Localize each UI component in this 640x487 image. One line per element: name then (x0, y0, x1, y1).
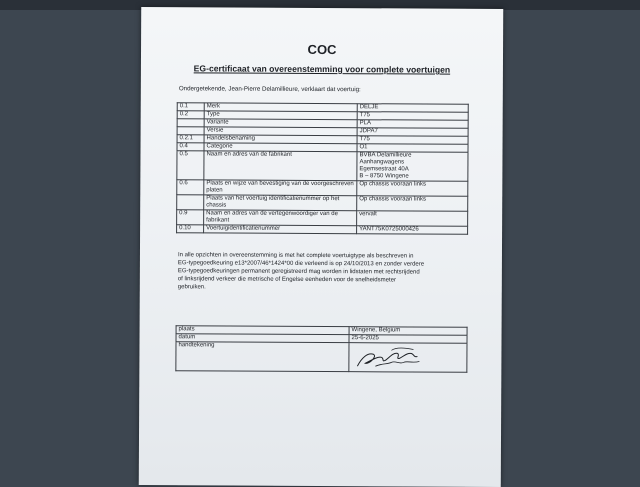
spec-value-line: JDPA7 (359, 128, 378, 135)
spec-label: Plaats van het voertuig identificatienummer op het chassis (204, 195, 357, 211)
coc-document-page (139, 7, 503, 487)
spec-row (177, 225, 468, 235)
spec-row (177, 210, 468, 227)
spec-label: Handelsbenaming (204, 135, 357, 144)
spec-value-line: T75 (359, 136, 370, 143)
spec-value-line: BVBA Delamillieure (359, 152, 412, 159)
spec-code (177, 127, 204, 135)
conformity-paragraph (178, 251, 468, 293)
spec-value-line: PLA (359, 120, 372, 127)
document-title: COC (307, 41, 337, 58)
place-value: Wingene, Belgium (349, 327, 467, 336)
spec-value-line: Egemsestraat 40A (359, 166, 409, 173)
spec-code: 0.5 (177, 151, 204, 180)
spec-value-line: vervalt (359, 211, 377, 218)
date-label: datum (176, 334, 349, 343)
spec-value-line: O1 (359, 144, 368, 151)
spec-code: 0.9 (177, 210, 204, 225)
paragraph-line: In alle opzichten in overeenstemming is met het complete voertuigtype als beschreven in (177, 252, 414, 260)
spec-label: Naam en adres van de vertegenwoordiger van de fabrikant (204, 210, 357, 226)
spec-label: Versie (204, 127, 357, 136)
spec-value (357, 152, 468, 182)
spec-row (177, 151, 468, 182)
handwritten-signature (351, 344, 425, 370)
spec-value-line: T75 (359, 112, 371, 119)
spec-code (177, 119, 204, 127)
signature-table (175, 325, 467, 373)
intro-text: Ondergetekende, Jean-Pierre Delamillieure, verklaart dat voertuig: (178, 85, 361, 94)
place-label: plaats (176, 326, 349, 335)
spec-label: Merk (204, 103, 357, 112)
signature-label: handtekening (176, 342, 349, 372)
spec-value (357, 181, 468, 197)
spec-label: Type (204, 111, 357, 120)
paragraph-line: gebruiken. (177, 284, 206, 291)
signature-cell (349, 343, 467, 373)
spec-label: Categorie (204, 143, 357, 152)
spec-label: Variante (204, 119, 357, 128)
spec-value (357, 211, 468, 227)
spec-code: 0.10 (177, 225, 204, 233)
signature-row-sign (176, 342, 467, 373)
spec-value (357, 226, 468, 235)
paragraph-line: EG-typegoedkeuringen permanent geregistreerd mag worden in lidstaten met rechtsrijdend (177, 268, 420, 276)
spec-code: 0.2.1 (177, 135, 204, 143)
spec-code: 0.1 (177, 103, 204, 111)
date-value: 25-6-2025 (349, 335, 467, 344)
spec-code: 0.4 (177, 143, 204, 151)
spec-label: Naam en adres van de fabrikant (204, 151, 357, 181)
spec-value (357, 104, 468, 113)
spec-code: 0.6 (177, 180, 204, 195)
spec-value-line: Aanhangwagens (359, 159, 405, 166)
spec-value-line: DELJE (359, 104, 379, 111)
spec-label: Voertuigidentificatienummer (204, 225, 357, 234)
spec-value-line: B – 8750 Wingene (359, 173, 409, 180)
spec-value-line: YANT75K0725000426 (359, 226, 419, 233)
paragraph-line: of linksrijdend verkeer die metrische of Engelse eenheden voor de snelheidsmeter (177, 276, 396, 284)
spec-code: 0.2 (177, 111, 204, 119)
spec-row (177, 195, 468, 212)
spec-value (357, 128, 468, 137)
vehicle-spec-table (176, 102, 469, 235)
document-subtitle: EG-certificaat van overeenstemming voor complete voertuigen (193, 63, 451, 75)
spec-row (177, 180, 468, 197)
spec-value (357, 196, 468, 212)
spec-label: Plaats en wijze van bevestiging van de voorgeschreven platen (204, 180, 357, 196)
paragraph-line: EG-typegoedkeuring e13*2007/46*1424*00 die verleend is op 24/10/2013 en zonder verdere (177, 260, 425, 268)
spec-code (177, 195, 204, 210)
spec-value-line: Op chassis vooraan links (359, 196, 426, 203)
spec-value-line: Op chassis vooraan links (359, 181, 427, 188)
